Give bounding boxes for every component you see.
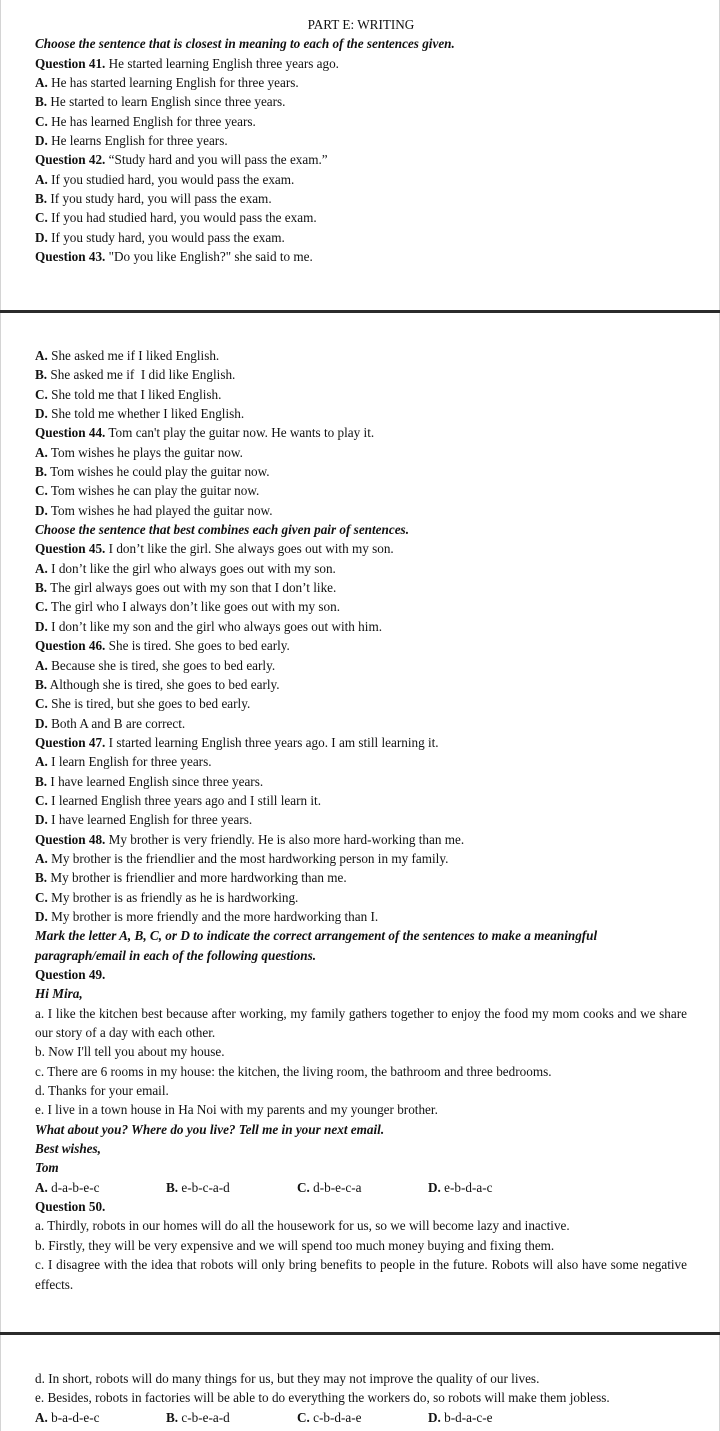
q50-sentence-e: e. Besides, robots in factories will be able to do everything the workers do, so robots will make them jobless. [35, 1390, 610, 1406]
q50-option-a: A. b-a-d-e-c [35, 1409, 100, 1425]
q44-option-a: A. Tom wishes he plays the guitar now. [35, 444, 243, 460]
q42-option-b: B. If you study hard, you will pass the exam. [35, 191, 272, 207]
q43-option-c: C. She told me that I liked English. [35, 386, 222, 402]
question-42: Question 42. “Study hard and you will pass the exam.” [35, 152, 328, 168]
section1-instruction: Choose the sentence that is closest in meaning to each of the sentences given. [35, 36, 455, 52]
q47-option-d: D. I have learned English for three years. [35, 812, 253, 828]
question-50: Question 50. [35, 1199, 106, 1215]
question-49: Question 49. [35, 967, 106, 982]
q44-option-b: B. Tom wishes he could play the guitar now. [35, 464, 270, 480]
q47-option-c: C. I learned English three years ago and I still learn it. [35, 792, 322, 808]
q41-option-a: A. He has started learning English for three years. [35, 75, 299, 91]
q49-option-c: C. d-b-e-c-a [297, 1179, 362, 1195]
page-sheet-1 [0, 0, 720, 310]
q50-sentence-c: c. I disagree with the idea that robots will only bring benefits to people in the future. Robots will also have some negative effects. [35, 1257, 687, 1292]
page-sheet-3 [0, 1335, 720, 1431]
q42-option-c: C. If you had studied hard, you would pass the exam. [35, 210, 317, 226]
q46-option-d: D. Both A and B are correct. [35, 715, 186, 731]
q43-option-a: A. She asked me if I liked English. [35, 348, 220, 363]
question-45: Question 45. I don’t like the girl. She always goes out with my son. [35, 541, 394, 557]
q46-option-a: A. Because she is tired, she goes to bed early. [35, 657, 276, 673]
q46-option-b: B. Although she is tired, she goes to bed early. [35, 676, 280, 692]
q45-option-c: C. The girl who I always don’t like goes out with my son. [35, 599, 341, 615]
part-title: PART E: WRITING [307, 17, 415, 32]
q43-option-b: B. She asked me if I did like English. [35, 367, 236, 383]
q42-option-d: D. If you study hard, you would pass the exam. [35, 229, 285, 245]
question-43: Question 43. "Do you like English?" she said to me. [35, 249, 313, 265]
q49-sentence-c: c. There are 6 rooms in my house: the kitchen, the living room, the bathroom and three bedrooms. [35, 1063, 552, 1079]
q47-option-b: B. I have learned English since three years. [35, 773, 264, 789]
q50-sentence-a: a. Thirdly, robots in our homes will do all the housework for us, so we will become lazy and inactive. [35, 1218, 570, 1234]
q45-option-a: A. I don’t like the girl who always goes out with my son. [35, 560, 336, 576]
question-48: Question 48. My brother is very friendly. He is also more hard-working than me. [35, 831, 465, 847]
q49-option-d: D. e-b-d-a-c [428, 1179, 493, 1195]
q43-option-d: D. She told me whether I liked English. [35, 406, 245, 422]
q50-sentence-b: b. Firstly, they will be very expensive and we will spend too much money buying and fixing them. [35, 1237, 555, 1253]
q49-sentence-a: a. I like the kitchen best because after working, my family gathers together to enjoy the food my mom cooks and we share our story of a day with each other. [35, 1005, 687, 1041]
q49-options [35, 1178, 687, 1197]
q48-option-b: B. My brother is friendlier and more hardworking than me. [35, 870, 347, 886]
q42-option-a: A. If you studied hard, you would pass the exam. [35, 171, 295, 187]
q48-option-c: C. My brother is as friendly as he is hardworking. [35, 889, 299, 905]
q49-option-b: B. e-b-c-a-d [166, 1179, 230, 1195]
q44-option-d: D. Tom wishes he had played the guitar now. [35, 502, 273, 518]
page-sheet-2 [0, 313, 720, 1332]
q49-signoff: Best wishes, [35, 1141, 101, 1157]
q41-option-b: B. He started to learn English since three years. [35, 94, 286, 110]
q50-option-c: C. c-b-d-a-e [297, 1409, 362, 1425]
q44-option-c: C. Tom wishes he can play the guitar now. [35, 483, 260, 499]
question-41: Question 41. He started learning English three years ago. [35, 55, 339, 71]
q48-option-a: A. My brother is the friendlier and the most hardworking person in my family. [35, 850, 449, 866]
q50-sentence-d: d. In short, robots will do many things for us, but they may not improve the quality of our lives. [35, 1371, 540, 1386]
question-47: Question 47. I started learning English three years ago. I am still learning it. [35, 734, 439, 750]
q41-option-d: D. He learns English for three years. [35, 133, 228, 149]
q41-option-c: C. He has learned English for three years. [35, 113, 256, 129]
section3-instruction: Mark the letter A, B, C, or D to indicate the correct arrangement of the sentences to make a meaningful paragraph/email in each of the following questions. [35, 928, 598, 963]
question-46: Question 46. She is tired. She goes to bed early. [35, 638, 290, 654]
q49-sentence-b: b. Now I'll tell you about my house. [35, 1044, 225, 1060]
q50-option-d: D. b-d-a-c-e [428, 1409, 493, 1425]
section2-instruction: Choose the sentence that best combines each given pair of sentences. [35, 522, 409, 538]
q49-name: Tom [35, 1160, 59, 1176]
q49-option-a: A. d-a-b-e-c [35, 1179, 100, 1195]
q49-greeting: Hi Mira, [35, 986, 83, 1002]
q49-sentence-d: d. Thanks for your email. [35, 1083, 169, 1099]
q47-option-a: A. I learn English for three years. [35, 754, 212, 770]
q45-option-b: B. The girl always goes out with my son that I don’t like. [35, 580, 337, 596]
question-44: Question 44. Tom can't play the guitar now. He wants to play it. [35, 425, 375, 441]
q50-option-b: B. c-b-e-a-d [166, 1409, 230, 1425]
q48-option-d: D. My brother is more friendly and the more hardworking than I. [35, 908, 379, 924]
q45-option-d: D. I don’t like my son and the girl who always goes out with him. [35, 618, 382, 634]
q49-sentence-e: e. I live in a town house in Ha Noi with my parents and my younger brother. [35, 1102, 438, 1118]
q46-option-c: C. She is tired, but she goes to bed early. [35, 696, 251, 712]
q49-closing-question: What about you? Where do you live? Tell me in your next email. [35, 1121, 385, 1137]
q50-options [35, 1408, 687, 1427]
